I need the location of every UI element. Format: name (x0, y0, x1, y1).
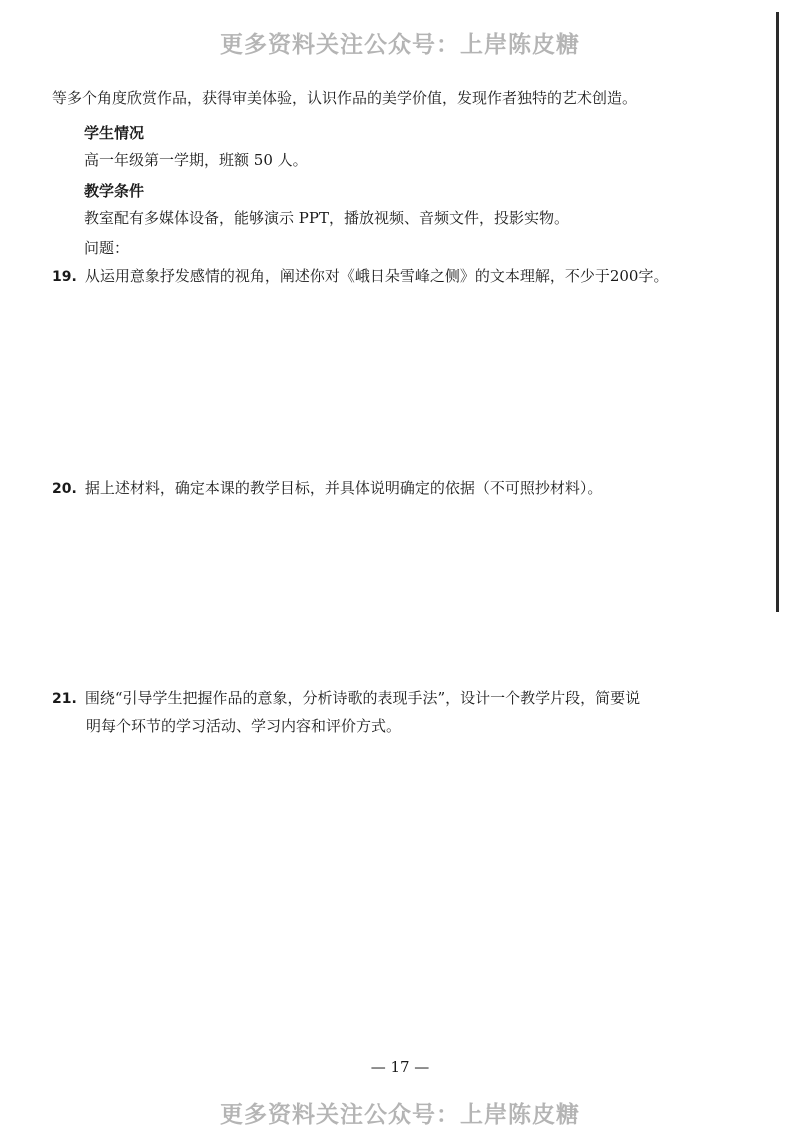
questions-label: 问题： (84, 239, 130, 257)
question-number: 20. (52, 481, 77, 497)
intro-line: 等多个角度欣赏作品，获得审美体验，认识作品的美学价值，发现作者独特的艺术创造。 (52, 89, 638, 107)
student-situation-text: 高一年级第一学期，班额 50 人。 (84, 151, 308, 169)
page-edge-rule (776, 12, 779, 612)
question-19 (52, 266, 668, 287)
question-20 (52, 478, 602, 499)
teaching-conditions-heading: 教学条件 (84, 182, 145, 200)
watermark-bottom: 更多资料关注公众号：上岸陈皮糖 (220, 1102, 580, 1128)
page-number: — 17 — (370, 1058, 430, 1076)
question-text-line: 从运用意象抒发感情的视角，阐述你对《峨日朵雪峰之侧》的文本理解，不少于200字。 (84, 267, 669, 285)
question-text-line: 据上述材料，确定本课的教学目标，并具体说明确定的依据（不可照抄材料）。 (84, 479, 603, 497)
question-21-continuation: 明每个环节的学习活动、学习内容和评价方式。 (86, 717, 402, 735)
question-text-line: 围绕“引导学生把握作品的意象，分析诗歌的表现手法”，设计一个教学片段，简要说 (84, 689, 641, 707)
student-situation-heading: 学生情况 (84, 124, 145, 142)
question-number: 19. (52, 269, 77, 285)
question-number: 21. (52, 691, 77, 707)
question-21 (52, 688, 640, 709)
watermark-top: 更多资料关注公众号：上岸陈皮糖 (220, 32, 580, 58)
teaching-conditions-text: 教室配有多媒体设备，能够演示 PPT，播放视频、音频文件，投影实物。 (84, 209, 569, 227)
